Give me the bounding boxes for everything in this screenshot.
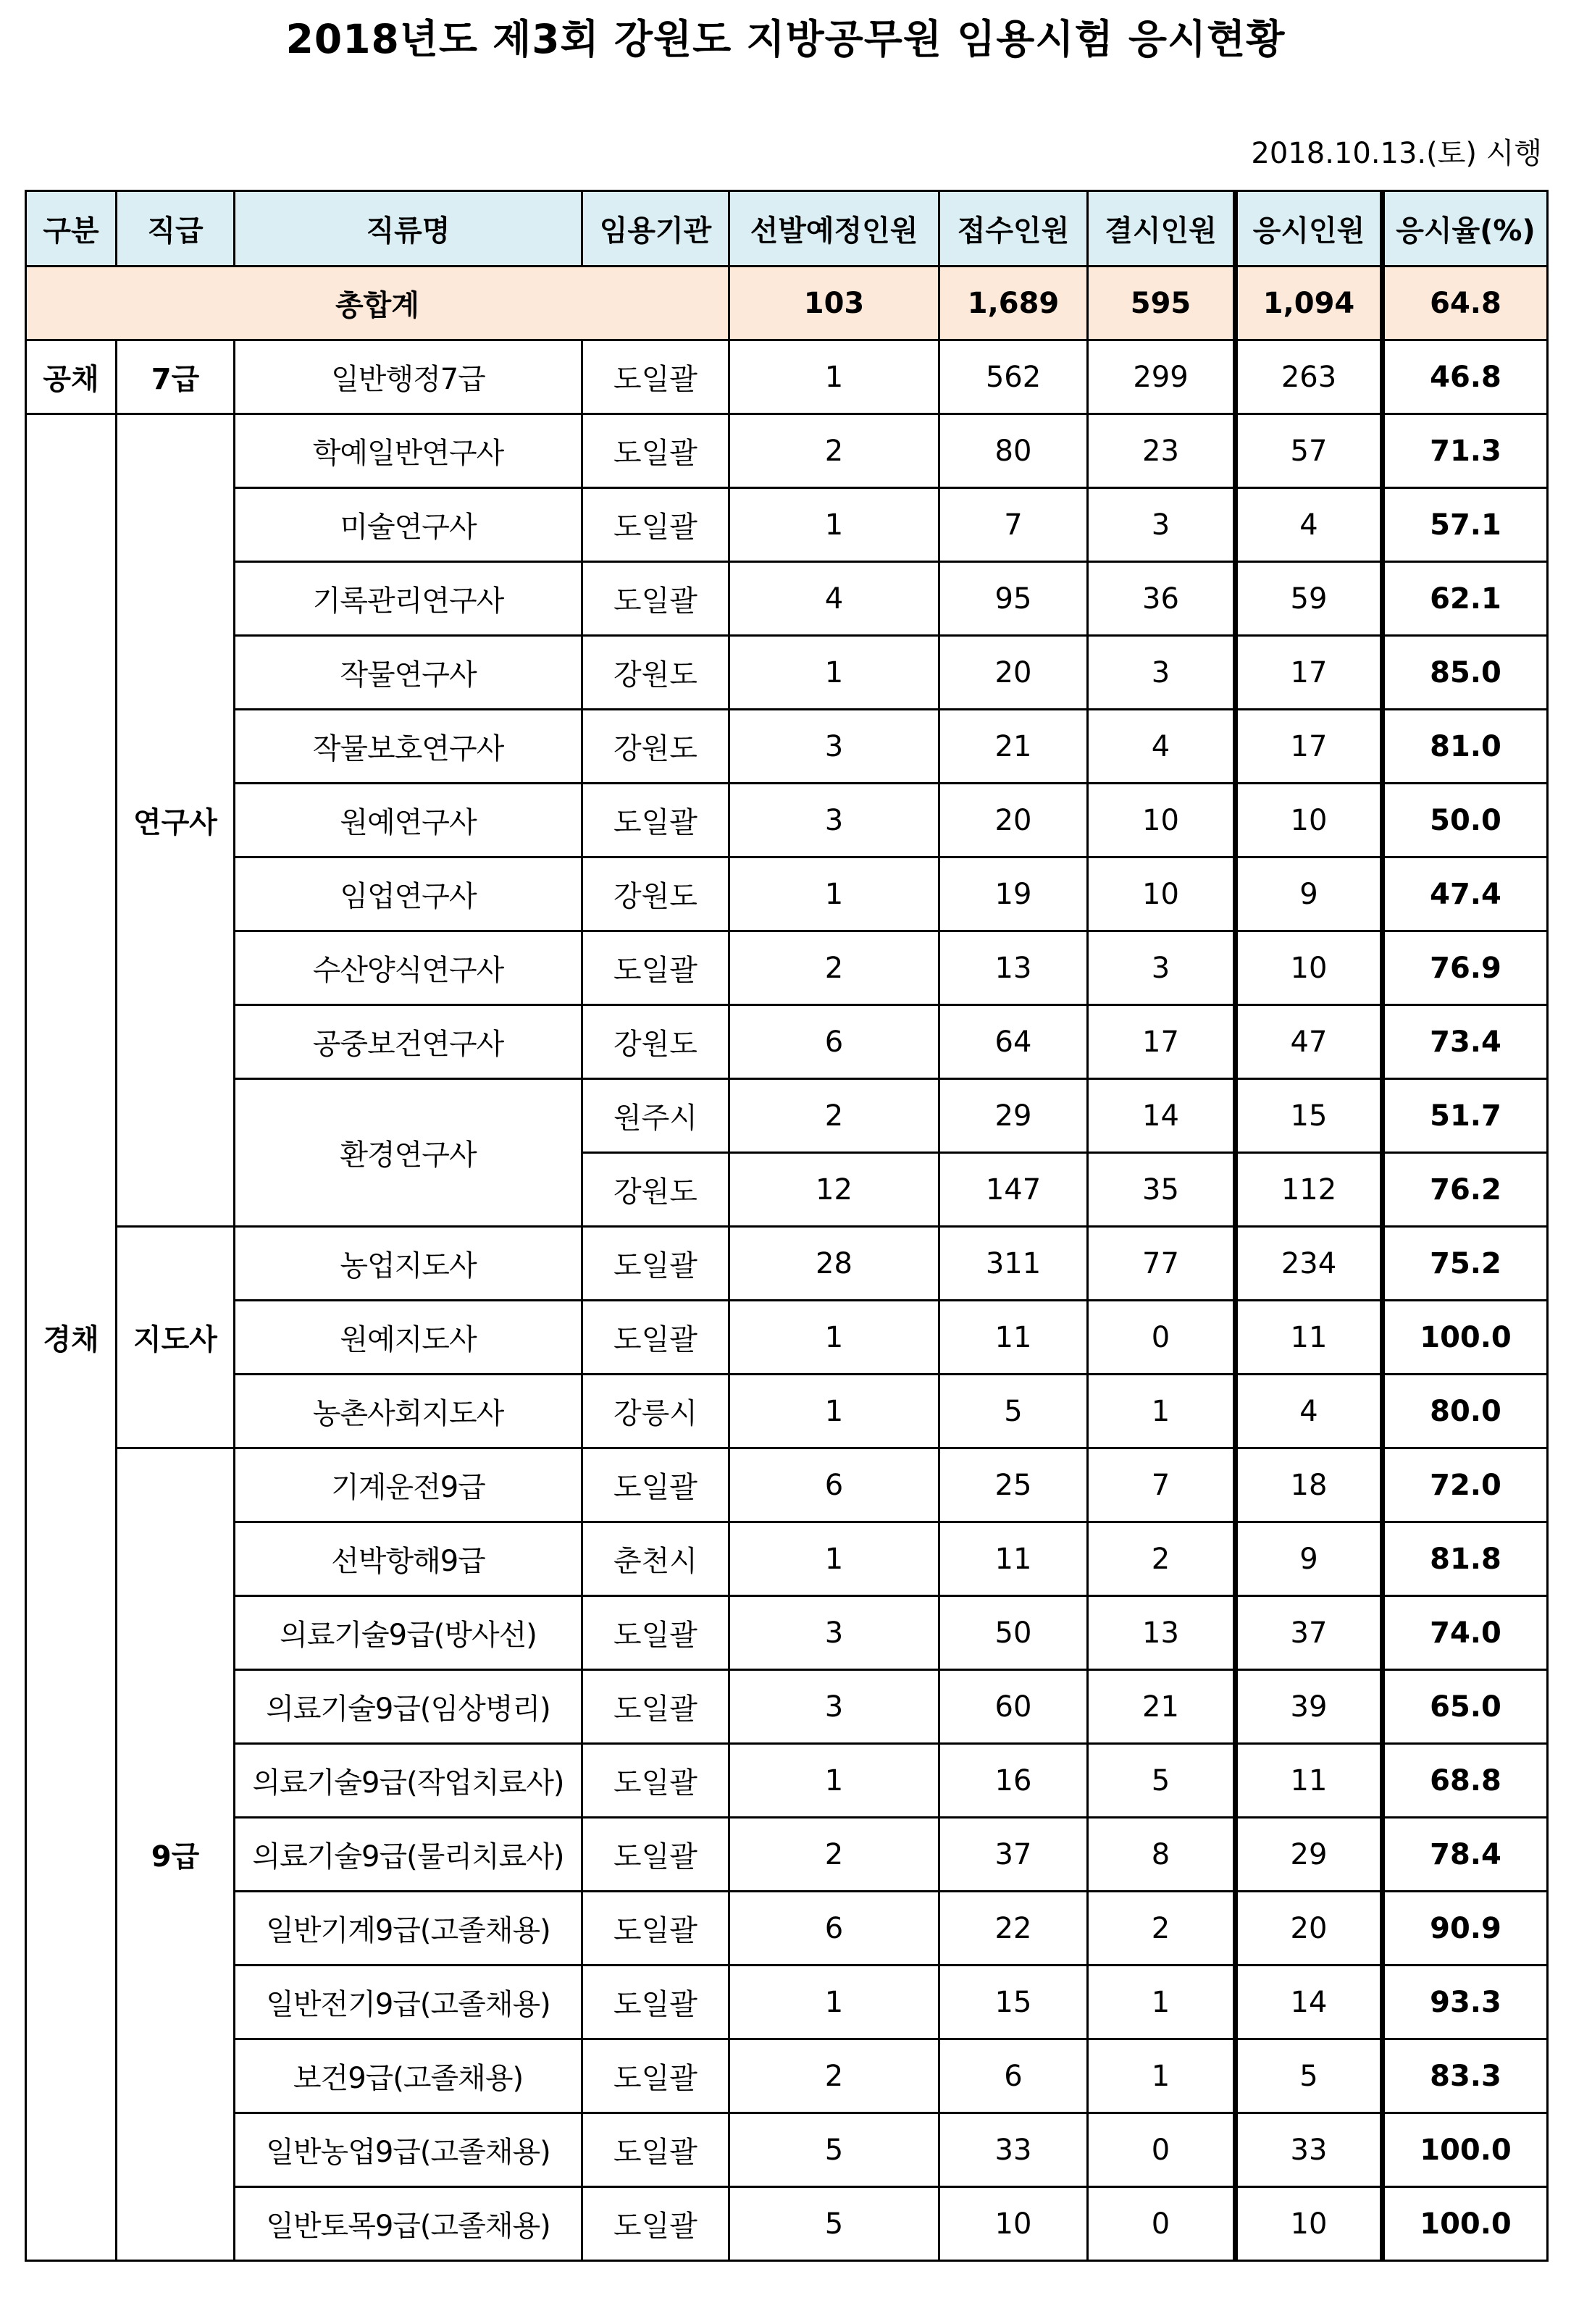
agency-cell: 도일괄	[582, 2039, 729, 2113]
header-attended: 응시인원	[1236, 191, 1383, 267]
applied-count-cell: 10	[939, 2187, 1088, 2261]
job-name-cell: 일반전기9급(고졸채용)	[235, 1966, 582, 2039]
table-row	[26, 1079, 1548, 1153]
applied-count-cell: 19	[939, 857, 1088, 931]
category-cell: 경채	[26, 414, 117, 2261]
job-name-cell: 기록관리연구사	[235, 562, 582, 636]
absent-count-cell: 0	[1088, 1301, 1236, 1375]
selected-count-cell: 1	[729, 1301, 939, 1375]
selected-count-cell: 5	[729, 2113, 939, 2187]
table-row	[26, 1744, 1548, 1818]
rate-cell: 76.2	[1383, 1153, 1548, 1227]
rate-cell: 100.0	[1383, 2113, 1548, 2187]
attended-count-cell: 11	[1236, 1744, 1383, 1818]
absent-count-cell: 8	[1088, 1818, 1236, 1892]
job-name-cell: 미술연구사	[235, 488, 582, 562]
header-selected: 선발예정인원	[729, 191, 939, 267]
selected-count-cell: 4	[729, 562, 939, 636]
agency-cell: 강원도	[582, 636, 729, 710]
applied-count-cell: 60	[939, 1670, 1088, 1744]
applied-count-cell: 562	[939, 340, 1088, 414]
attended-count-cell: 14	[1236, 1966, 1383, 2039]
exam-status-table	[25, 190, 1549, 2262]
job-name-cell: 일반기계9급(고졸채용)	[235, 1892, 582, 1966]
header-job-name: 직류명	[235, 191, 582, 267]
applied-count-cell: 95	[939, 562, 1088, 636]
rate-cell: 74.0	[1383, 1596, 1548, 1670]
selected-count-cell: 1	[729, 636, 939, 710]
rate-cell: 75.2	[1383, 1227, 1548, 1301]
absent-count-cell: 35	[1088, 1153, 1236, 1227]
attended-count-cell: 9	[1236, 857, 1383, 931]
selected-count-cell: 1	[729, 1744, 939, 1818]
header-applied: 접수인원	[939, 191, 1088, 267]
total-applied: 1,689	[939, 267, 1088, 340]
rate-cell: 100.0	[1383, 2187, 1548, 2261]
job-name-cell: 임업연구사	[235, 857, 582, 931]
attended-count-cell: 57	[1236, 414, 1383, 488]
header-category: 구분	[26, 191, 117, 267]
rate-cell: 72.0	[1383, 1448, 1548, 1522]
agency-cell: 강원도	[582, 857, 729, 931]
job-name-cell: 의료기술9급(방사선)	[235, 1596, 582, 1670]
agency-cell: 강원도	[582, 710, 729, 784]
rate-cell: 46.8	[1383, 340, 1548, 414]
header-absent: 결시인원	[1088, 191, 1236, 267]
job-name-cell: 수산양식연구사	[235, 931, 582, 1005]
selected-count-cell: 28	[729, 1227, 939, 1301]
agency-cell: 도일괄	[582, 784, 729, 857]
agency-cell: 도일괄	[582, 488, 729, 562]
absent-count-cell: 21	[1088, 1670, 1236, 1744]
selected-count-cell: 6	[729, 1005, 939, 1079]
attended-count-cell: 10	[1236, 2187, 1383, 2261]
applied-count-cell: 37	[939, 1818, 1088, 1892]
job-name-cell: 농업지도사	[235, 1227, 582, 1301]
attended-count-cell: 20	[1236, 1892, 1383, 1966]
agency-cell: 도일괄	[582, 2113, 729, 2187]
agency-cell: 도일괄	[582, 1227, 729, 1301]
attended-count-cell: 39	[1236, 1670, 1383, 1744]
applied-count-cell: 20	[939, 784, 1088, 857]
total-selected: 103	[729, 267, 939, 340]
total-label: 총합계	[26, 267, 729, 340]
selected-count-cell: 1	[729, 1375, 939, 1448]
rate-cell: 80.0	[1383, 1375, 1548, 1448]
applied-count-cell: 20	[939, 636, 1088, 710]
applied-count-cell: 15	[939, 1966, 1088, 2039]
agency-cell: 춘천시	[582, 1522, 729, 1596]
attended-count-cell: 4	[1236, 1375, 1383, 1448]
absent-count-cell: 1	[1088, 1375, 1236, 1448]
table-row	[26, 488, 1548, 562]
rate-cell: 68.8	[1383, 1744, 1548, 1818]
job-name-cell: 학예일반연구사	[235, 414, 582, 488]
absent-count-cell: 2	[1088, 1522, 1236, 1596]
category-cell: 공채	[26, 340, 117, 414]
agency-cell: 도일괄	[582, 414, 729, 488]
rate-cell: 100.0	[1383, 1301, 1548, 1375]
rate-cell: 78.4	[1383, 1818, 1548, 1892]
applied-count-cell: 22	[939, 1892, 1088, 1966]
job-name-cell: 의료기술9급(물리치료사)	[235, 1818, 582, 1892]
table-row	[26, 1448, 1548, 1522]
selected-count-cell: 3	[729, 1596, 939, 1670]
absent-count-cell: 14	[1088, 1079, 1236, 1153]
applied-count-cell: 6	[939, 2039, 1088, 2113]
rate-cell: 83.3	[1383, 2039, 1548, 2113]
absent-count-cell: 23	[1088, 414, 1236, 488]
rate-cell: 73.4	[1383, 1005, 1548, 1079]
attended-count-cell: 4	[1236, 488, 1383, 562]
header-row	[26, 191, 1548, 267]
selected-count-cell: 2	[729, 1079, 939, 1153]
header-agency: 임용기관	[582, 191, 729, 267]
agency-cell: 도일괄	[582, 1596, 729, 1670]
absent-count-cell: 5	[1088, 1744, 1236, 1818]
agency-cell: 도일괄	[582, 1744, 729, 1818]
table-row	[26, 857, 1548, 931]
applied-count-cell: 80	[939, 414, 1088, 488]
exam-date: 2018.10.13.(토) 시행	[1251, 137, 1542, 170]
applied-count-cell: 29	[939, 1079, 1088, 1153]
absent-count-cell: 3	[1088, 488, 1236, 562]
job-name-cell: 공중보건연구사	[235, 1005, 582, 1079]
absent-count-cell: 10	[1088, 784, 1236, 857]
agency-cell: 도일괄	[582, 562, 729, 636]
grade-cell: 7급	[117, 340, 235, 414]
attended-count-cell: 47	[1236, 1005, 1383, 1079]
table-row	[26, 1522, 1548, 1596]
attended-count-cell: 9	[1236, 1522, 1383, 1596]
agency-cell: 도일괄	[582, 1301, 729, 1375]
selected-count-cell: 12	[729, 1153, 939, 1227]
selected-count-cell: 6	[729, 1892, 939, 1966]
selected-count-cell: 2	[729, 1818, 939, 1892]
rate-cell: 81.0	[1383, 710, 1548, 784]
applied-count-cell: 50	[939, 1596, 1088, 1670]
absent-count-cell: 1	[1088, 2039, 1236, 2113]
attended-count-cell: 33	[1236, 2113, 1383, 2187]
agency-cell: 도일괄	[582, 1818, 729, 1892]
absent-count-cell: 3	[1088, 931, 1236, 1005]
grade-cell: 연구사	[117, 414, 235, 1227]
table-row	[26, 1670, 1548, 1744]
absent-count-cell: 4	[1088, 710, 1236, 784]
attended-count-cell: 18	[1236, 1448, 1383, 1522]
job-name-cell: 의료기술9급(임상병리)	[235, 1670, 582, 1744]
job-name-cell: 작물연구사	[235, 636, 582, 710]
agency-cell: 강원도	[582, 1153, 729, 1227]
total-absent: 595	[1088, 267, 1236, 340]
absent-count-cell: 10	[1088, 857, 1236, 931]
agency-cell: 강원도	[582, 1005, 729, 1079]
absent-count-cell: 77	[1088, 1227, 1236, 1301]
applied-count-cell: 147	[939, 1153, 1088, 1227]
absent-count-cell: 0	[1088, 2113, 1236, 2187]
table-row	[26, 784, 1548, 857]
applied-count-cell: 11	[939, 1522, 1088, 1596]
agency-cell: 도일괄	[582, 340, 729, 414]
grade-cell: 지도사	[117, 1227, 235, 1448]
attended-count-cell: 112	[1236, 1153, 1383, 1227]
selected-count-cell: 1	[729, 857, 939, 931]
selected-count-cell: 2	[729, 2039, 939, 2113]
job-name-cell: 원예지도사	[235, 1301, 582, 1375]
absent-count-cell: 2	[1088, 1892, 1236, 1966]
table-row	[26, 2113, 1548, 2187]
rate-cell: 57.1	[1383, 488, 1548, 562]
selected-count-cell: 3	[729, 710, 939, 784]
attended-count-cell: 10	[1236, 931, 1383, 1005]
selected-count-cell: 6	[729, 1448, 939, 1522]
absent-count-cell: 17	[1088, 1005, 1236, 1079]
applied-count-cell: 64	[939, 1005, 1088, 1079]
table-row	[26, 1966, 1548, 2039]
page-title: 2018년도 제3회 강원도 지방공무원 임용시험 응시현황	[285, 16, 1286, 62]
attended-count-cell: 37	[1236, 1596, 1383, 1670]
applied-count-cell: 13	[939, 931, 1088, 1005]
attended-count-cell: 29	[1236, 1818, 1383, 1892]
job-name-cell: 선박항해9급	[235, 1522, 582, 1596]
job-name-cell: 일반토목9급(고졸채용)	[235, 2187, 582, 2261]
total-attended: 1,094	[1236, 267, 1383, 340]
total-row	[26, 267, 1548, 340]
table-row	[26, 636, 1548, 710]
rate-cell: 81.8	[1383, 1522, 1548, 1596]
table-row	[26, 562, 1548, 636]
job-name-cell: 원예연구사	[235, 784, 582, 857]
absent-count-cell: 3	[1088, 636, 1236, 710]
agency-cell: 강릉시	[582, 1375, 729, 1448]
agency-cell: 도일괄	[582, 1670, 729, 1744]
rate-cell: 76.9	[1383, 931, 1548, 1005]
agency-cell: 도일괄	[582, 1966, 729, 2039]
table-row	[26, 414, 1548, 488]
job-name-cell: 작물보호연구사	[235, 710, 582, 784]
rate-cell: 51.7	[1383, 1079, 1548, 1153]
job-name-cell: 기계운전9급	[235, 1448, 582, 1522]
table-row	[26, 1301, 1548, 1375]
rate-cell: 47.4	[1383, 857, 1548, 931]
rate-cell: 62.1	[1383, 562, 1548, 636]
attended-count-cell: 11	[1236, 1301, 1383, 1375]
absent-count-cell: 299	[1088, 340, 1236, 414]
table-row	[26, 2039, 1548, 2113]
applied-count-cell: 11	[939, 1301, 1088, 1375]
rate-cell: 93.3	[1383, 1966, 1548, 2039]
rate-cell: 65.0	[1383, 1670, 1548, 1744]
applied-count-cell: 7	[939, 488, 1088, 562]
table-row	[26, 931, 1548, 1005]
job-name-cell: 보건9급(고졸채용)	[235, 2039, 582, 2113]
job-name-cell: 환경연구사	[235, 1079, 582, 1227]
selected-count-cell: 1	[729, 488, 939, 562]
agency-cell: 도일괄	[582, 2187, 729, 2261]
attended-count-cell: 234	[1236, 1227, 1383, 1301]
table-row	[26, 1892, 1548, 1966]
applied-count-cell: 5	[939, 1375, 1088, 1448]
attended-count-cell: 59	[1236, 562, 1383, 636]
selected-count-cell: 1	[729, 340, 939, 414]
attended-count-cell: 17	[1236, 636, 1383, 710]
agency-cell: 도일괄	[582, 1892, 729, 1966]
table-row	[26, 2187, 1548, 2261]
rate-cell: 90.9	[1383, 1892, 1548, 1966]
attended-count-cell: 10	[1236, 784, 1383, 857]
job-name-cell: 농촌사회지도사	[235, 1375, 582, 1448]
selected-count-cell: 3	[729, 1670, 939, 1744]
absent-count-cell: 36	[1088, 562, 1236, 636]
header-grade: 직급	[117, 191, 235, 267]
job-name-cell: 일반농업9급(고졸채용)	[235, 2113, 582, 2187]
attended-count-cell: 17	[1236, 710, 1383, 784]
absent-count-cell: 1	[1088, 1966, 1236, 2039]
attended-count-cell: 5	[1236, 2039, 1383, 2113]
job-name-cell: 일반행정7급	[235, 340, 582, 414]
applied-count-cell: 21	[939, 710, 1088, 784]
absent-count-cell: 0	[1088, 2187, 1236, 2261]
table-row	[26, 1375, 1548, 1448]
grade-cell: 9급	[117, 1448, 235, 2261]
applied-count-cell: 25	[939, 1448, 1088, 1522]
total-rate: 64.8	[1383, 267, 1548, 340]
selected-count-cell: 2	[729, 931, 939, 1005]
header-rate: 응시율(%)	[1383, 191, 1548, 267]
table-row	[26, 1818, 1548, 1892]
selected-count-cell: 1	[729, 1522, 939, 1596]
applied-count-cell: 311	[939, 1227, 1088, 1301]
table-row	[26, 1227, 1548, 1301]
agency-cell: 원주시	[582, 1079, 729, 1153]
applied-count-cell: 16	[939, 1744, 1088, 1818]
selected-count-cell: 1	[729, 1966, 939, 2039]
agency-cell: 도일괄	[582, 1448, 729, 1522]
attended-count-cell: 263	[1236, 340, 1383, 414]
job-name-cell: 의료기술9급(작업치료사)	[235, 1744, 582, 1818]
table-row	[26, 340, 1548, 414]
table-row	[26, 710, 1548, 784]
selected-count-cell: 5	[729, 2187, 939, 2261]
table-row	[26, 1596, 1548, 1670]
agency-cell: 도일괄	[582, 931, 729, 1005]
rate-cell: 71.3	[1383, 414, 1548, 488]
rate-cell: 85.0	[1383, 636, 1548, 710]
rate-cell: 50.0	[1383, 784, 1548, 857]
table-row	[26, 1005, 1548, 1079]
applied-count-cell: 33	[939, 2113, 1088, 2187]
selected-count-cell: 3	[729, 784, 939, 857]
selected-count-cell: 2	[729, 414, 939, 488]
absent-count-cell: 13	[1088, 1596, 1236, 1670]
absent-count-cell: 7	[1088, 1448, 1236, 1522]
attended-count-cell: 15	[1236, 1079, 1383, 1153]
